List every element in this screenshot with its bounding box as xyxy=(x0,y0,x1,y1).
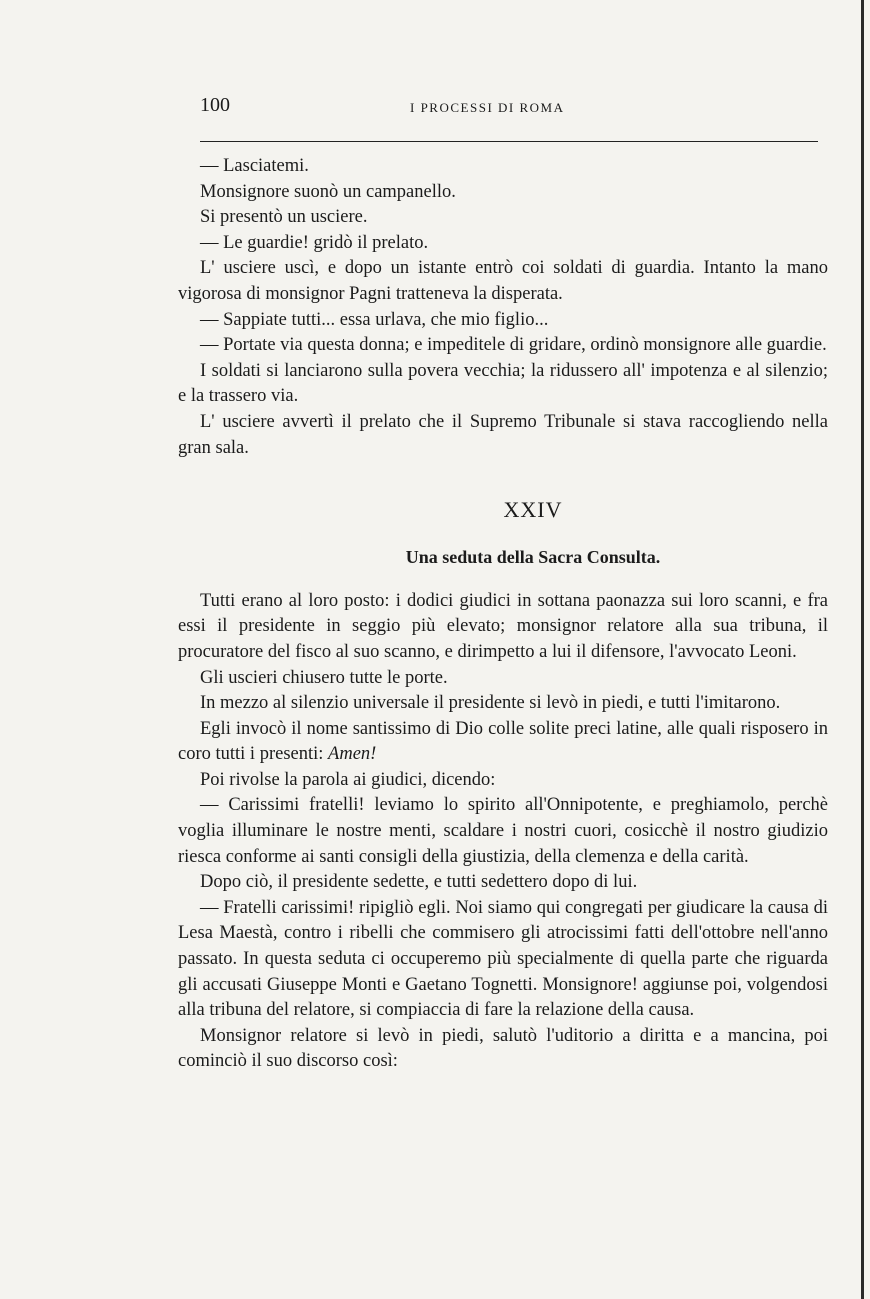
paragraph: Monsignore suonò un campanello. xyxy=(200,181,456,202)
paragraph: — Sappiate tutti... essa urlava, che mio figlio... xyxy=(200,309,549,330)
paragraph: — Portate via questa donna; e impeditele di gridare, ordinò monsignore alle guardie. xyxy=(200,335,827,356)
paragraph: In mezzo al silenzio universale il presidente si levò in piedi, e tutti l'imitarono. xyxy=(200,693,781,714)
paragraph: Poi rivolse la parola ai giudici, dicendo: xyxy=(200,769,496,790)
paragraph: L' usciere uscì, e dopo un istante entrò coi soldati di guardia. Intanto la mano vigorosa di monsignor Pagni tratteneva la disperata. xyxy=(178,258,828,304)
header-rule xyxy=(200,141,818,142)
paragraph: L' usciere avvertì il prelato che il Supremo Tribunale si stava raccogliendo nella gran sala. xyxy=(178,411,828,458)
paragraph-text: Egli invocò il nome santissimo di Dio colle solite preci latine, alle quali risposero in coro tutti i presenti: xyxy=(178,718,828,765)
chapter-title: Una seduta della Sacra Consulta. xyxy=(405,547,661,568)
amen-text: Amen! xyxy=(328,744,377,765)
paragraph: Si presentò un usciere. xyxy=(200,207,368,228)
paragraph: Tutti erano al loro posto: i dodici giudici in sottana paonazza sui loro scanni, e fra essi il presidente in seggio più elevato; monsignor relatore alla sua tribuna, il procuratore del fisco al suo scanno, e dirimpetto a lui il difensore, l'avvocato Leoni. xyxy=(178,590,828,662)
paragraph xyxy=(178,717,828,768)
paragraph: — Le guardie! gridò il prelato. xyxy=(200,232,429,253)
page-edge-shadow xyxy=(861,0,864,1299)
chapter-number: XXIV xyxy=(503,497,563,523)
paragraph: — Carissimi fratelli! leviamo lo spirito all'Onnipotente, e preghiamolo, perchè voglia illuminare le nostre menti, scaldare i nostri cuori, cosicchè il nostro giudizio riesca conforme ai santi consigli della giustizia, della clemenza e della carità. xyxy=(178,795,828,867)
paragraph: — Lasciatemi. xyxy=(200,156,309,176)
paragraph: I soldati si lanciarono sulla povera vecchia; la ridussero all' impotenza e al silenzio; e la trassero via. xyxy=(178,360,828,407)
paragraph: Gli uscieri chiusero tutte le porte. xyxy=(200,667,448,688)
paragraph: Monsignor relatore si levò in piedi, salutò l'uditorio a diritta e a mancina, poi cominciò il suo discorso così: xyxy=(178,1025,828,1072)
page-header xyxy=(200,94,820,124)
body-text xyxy=(178,154,828,1075)
page-number: 100 xyxy=(200,94,230,116)
paragraph: — Fratelli carissimi! ripigliò egli. Noi siamo qui congregati per giudicare la causa di Lesa Maestà, contro i ribelli che commisero gli atrocissimi fatti dell'ottobre nell'anno passato. In questa seduta ci occuperemo più specialmente di quella parte che riguarda gli accusati Giuseppe Monti e Gaetano Tognetti. Monsignore! aggiunse poi, volgendosi alla tribuna del relatore, si compiaccia di fare la relazione della causa. xyxy=(178,897,828,1021)
running-title: I PROCESSI DI ROMA xyxy=(410,100,565,115)
paragraph: Dopo ciò, il presidente sedette, e tutti sedettero dopo di lui. xyxy=(200,872,638,893)
